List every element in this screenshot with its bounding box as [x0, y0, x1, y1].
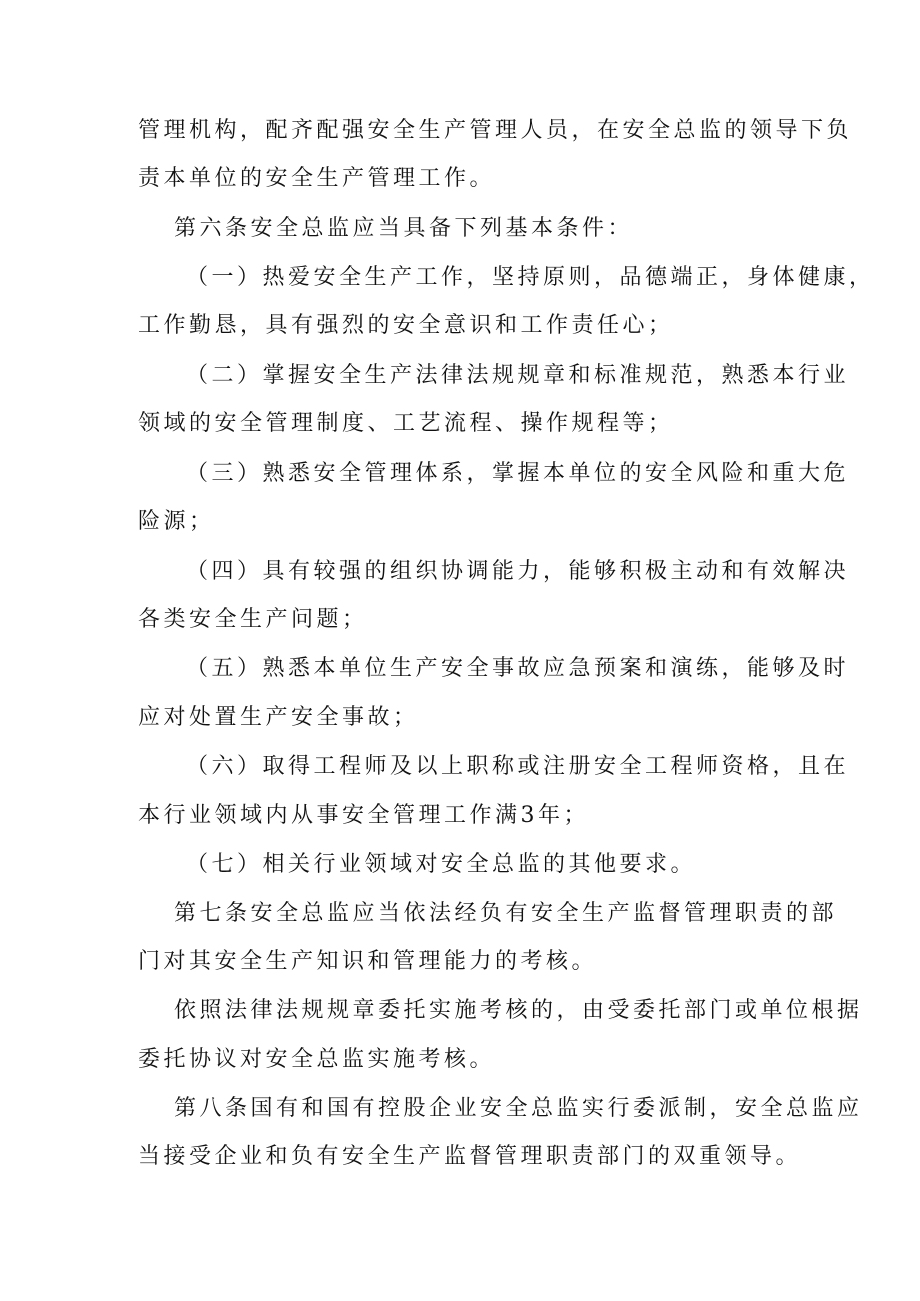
article-7b-line-1: 依照法律法规规章委托实施考核的，由受委托部门或单位根据 — [174, 998, 863, 1023]
article-7-line-2: 门对其安全生产知识和管理能力的考核。 — [138, 949, 598, 974]
item-1-line-2: 工作勤恳，具有强烈的安全意识和工作责任心； — [138, 313, 674, 338]
item-2-line-2: 领域的安全管理制度、工艺流程、操作规程等； — [138, 411, 674, 436]
item-3-line-2: 险源； — [138, 509, 215, 534]
item-4-line-1: （四）具有较强的组织协调能力，能够积极主动和有效解决 — [186, 559, 850, 584]
item-5-line-2: 应对处置生产安全事故； — [138, 705, 419, 730]
article-7b-line-2: 委托协议对安全总监实施考核。 — [138, 1047, 496, 1072]
item-4-line-2: 各类安全生产问题； — [138, 607, 368, 632]
article-7-line-1: 第七条安全总监应当依法经负有安全生产监督管理职责的部 — [174, 901, 838, 926]
article-6-heading: 第六条安全总监应当具备下列基本条件： — [174, 216, 634, 241]
item-1-line-1: （一）热爱安全生产工作，坚持原则，品德端正，身体健康， — [186, 265, 875, 290]
item-5-line-1: （五）熟悉本单位生产安全事故应急预案和演练，能够及时 — [186, 656, 850, 681]
article-8-line-2: 当接受企业和负有安全生产监督管理职责部门的双重领导。 — [138, 1144, 802, 1169]
item-2-line-1: （二）掌握安全生产法律法规规章和标准规范，熟悉本行业 — [186, 363, 850, 388]
item-7-line-1: （七）相关行业领域对安全总监的其他要求。 — [186, 852, 697, 877]
paragraph-continuation-line-2: 责本单位的安全生产管理工作。 — [138, 166, 496, 191]
item-6-line-2: 本行业领域内从事安全管理工作满3年； — [138, 803, 589, 828]
article-8-line-1: 第八条国有和国有控股企业安全总监实行委派制，安全总监应 — [174, 1096, 863, 1121]
item-3-line-1: （三）熟悉安全管理体系，掌握本单位的安全风险和重大危 — [186, 461, 850, 486]
paragraph-continuation-line-1: 管理机构，配齐配强安全生产管理人员，在安全总监的领导下负 — [138, 118, 853, 143]
item-6-line-1: （六）取得工程师及以上职称或注册安全工程师资格，且在 — [186, 754, 850, 779]
